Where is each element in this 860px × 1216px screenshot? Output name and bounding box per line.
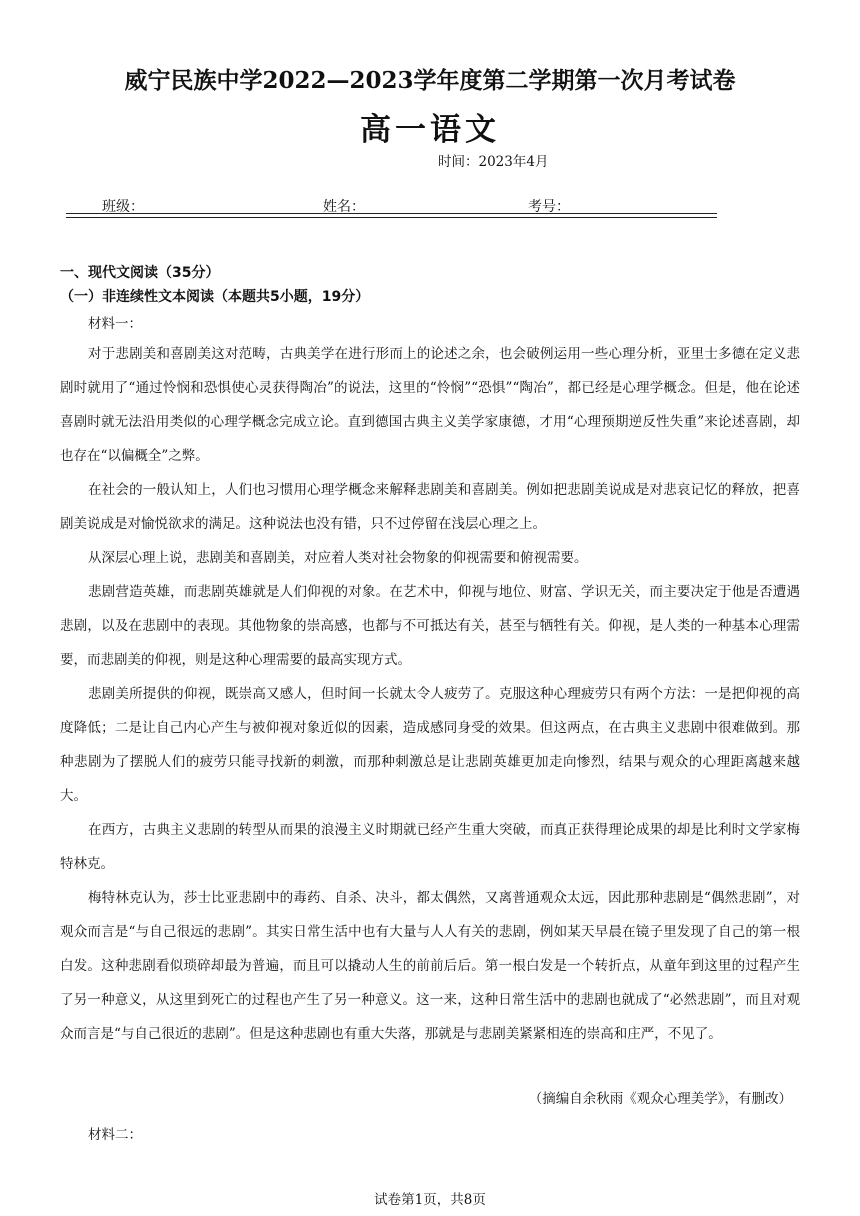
name-field-label: 姓名：: [323, 199, 365, 215]
reading-paragraph: 悲剧营造英雄，而悲剧英雄就是人们仰视的对象。在艺术中，仰视与地位、财富、学识无关，而主要决定于他是否遭遇悲剧，以及在悲剧中的表现。其他物象的崇高感，也都与不可抵达有关，甚至与牺牲有关。仰视，是人类的一种基本心理需要，而悲剧美的仰视，则是这种心理需要的最高实现方式。: [60, 584, 800, 668]
material-two-label: 材料二：: [88, 1127, 142, 1143]
header-divider-bottom: [66, 217, 717, 218]
source-citation: （摘编自余秋雨《观众心理美学》，有删改）: [528, 1091, 792, 1107]
section-heading: 一、现代文阅读（35分）: [60, 265, 220, 281]
exam-date: 时间：2023年4月: [438, 154, 549, 170]
subject-title: 高一语文: [360, 112, 500, 148]
material-one-label: 材料一：: [88, 316, 142, 332]
reading-paragraph: 从深层心理上说，悲剧美和喜剧美，对应着人类对社会物象的仰视需要和俯视需要。: [88, 550, 588, 566]
reading-paragraph: 在西方，古典主义悲剧的转型从而果的浪漫主义时期就已经产生重大突破，而真正获得理论成果的却是比利时文学家梅特林克。: [60, 822, 800, 872]
exam-number-field-label: 考号：: [528, 199, 570, 215]
reading-paragraph: 悲剧美所提供的仰视，既崇高又感人，但时间一长就太令人疲劳了。克服这种心理疲劳只有两个方法：一是把仰视的高度降低；二是让自己内心产生与被仰视对象近似的因素，造成感同身受的效果。但这两点，在古典主义悲剧中很难做到。那种悲剧为了摆脱人们的疲劳只能寻找新的刺激，而那种刺激总是让悲剧英雄更加走向惨烈，结果与观众的心理距离越来越大。: [60, 686, 800, 804]
reading-paragraph: 对于悲剧美和喜剧美这对范畴，古典美学在进行形而上的论述之余，也会破例运用一些心理分析，亚里士多德在定义悲剧时就用了“通过怜悯和恐惧使心灵获得陶冶”的说法，这里的“怜悯”“恐惧”“陶冶”，都已经是心理学概念。但是，他在论述喜剧时就无法沿用类似的心理学概念完成立论。直到德国古典主义美学家康德，才用“心理预期逆反性失重”来论述喜剧，却也存在“以偏概全”之弊。: [60, 346, 800, 464]
page-footer: 试卷第1页，共8页: [374, 1192, 486, 1208]
reading-paragraph: 在社会的一般认知上，人们也习惯用心理学概念来解释悲剧美和喜剧美。例如把悲剧美说成是对悲哀记忆的释放，把喜剧美说成是对愉悦欲求的满足。这种说法也没有错，只不过停留在浅层心理之上。: [60, 482, 800, 532]
reading-paragraph: 梅特林克认为，莎士比亚悲剧中的毒药、自杀、决斗，都太偶然，又离普通观众太远，因此那种悲剧是“偶然悲剧”，对观众而言是“与自己很远的悲剧”。其实日常生活中也有大量与人人有关的悲剧，例如某天早晨在镜子里发现了自己的第一根白发。这种悲剧看似琐碎却最为普遍，而且可以撬动人生的前前后后。第一根白发是一个转折点，从童年到这里的过程产生了另一种意义，从这里到死亡的过程也产生了另一种意义。这一来，这种日常生活中的悲剧也就成了“必然悲剧”，而且对观众而言是“与自己很近的悲剧”。但是这种悲剧也有重大失落，那就是与悲剧美紧紧相连的崇高和庄严，不见了。: [60, 890, 800, 1042]
class-field-label: 班级：: [102, 199, 144, 215]
part-heading: （一）非连续性文本阅读（本题共5小题，19分）: [60, 289, 370, 305]
header-divider-top: [66, 213, 717, 214]
exam-school-title: 威宁民族中学2022—2023学年度第二学期第一次月考试卷: [124, 67, 736, 94]
